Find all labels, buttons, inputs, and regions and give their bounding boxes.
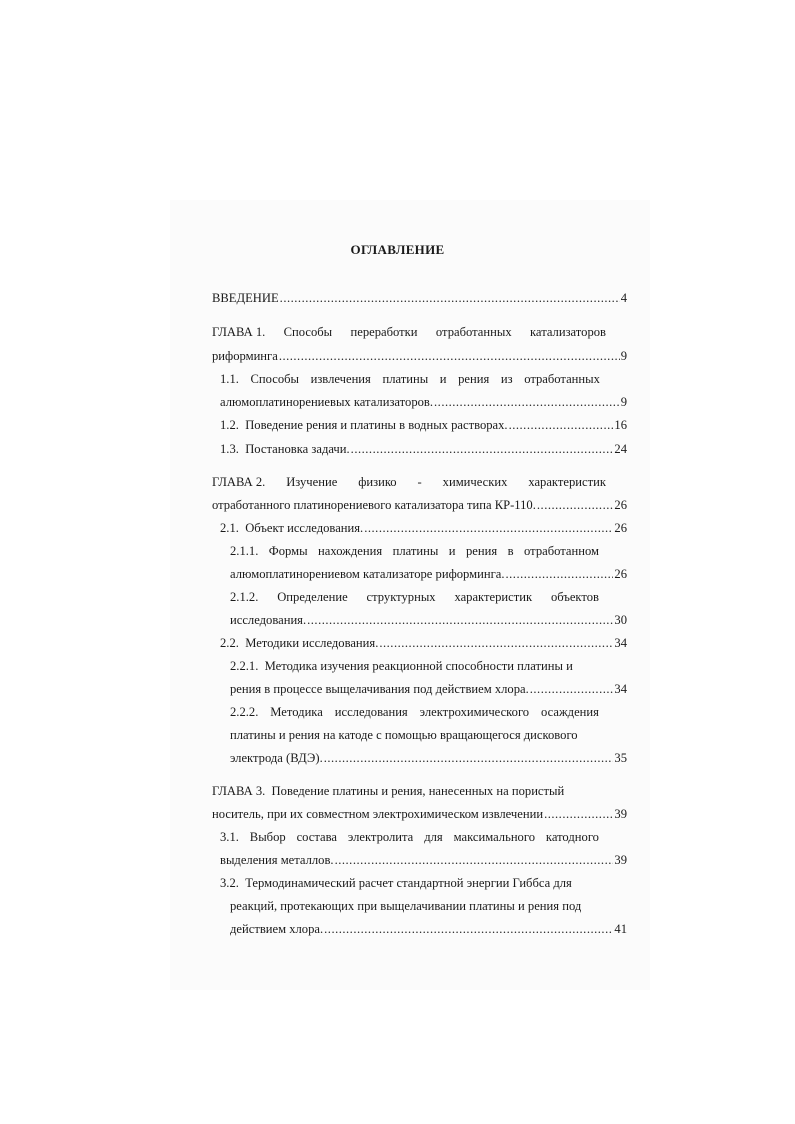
toc-section-3-2-line2[interactable]: реакций, протекающих при выщелачивании платины и рения под [230,899,582,913]
toc-page-number: 24 [614,442,627,456]
dot-leader [351,441,614,457]
toc-section-2-2[interactable] [220,635,627,651]
toc-entry-title: алюмоплатинорениевых катализаторов. [220,395,434,409]
toc-page-number: 35 [614,751,627,765]
dot-leader [509,417,614,433]
toc-entry-title: 1.2. Поведение рения и платины в водных растворах. [220,418,508,432]
toc-section-3-2-line1[interactable]: 3.2. Термодинамический расчет стандартной энергии Гиббса для [220,876,572,890]
toc-entry-title: рения в процессе выщелачивания под действием хлора. [230,682,529,696]
toc-section-3-1-line1[interactable]: 3.1. Выбор состава электролита для максимального катодного [220,830,599,844]
dot-leader [530,681,614,697]
toc-section-3-1-line2[interactable] [220,852,627,868]
toc-entry-title: носитель, при их совместном электрохимическом извлечении [212,807,544,821]
dot-leader [544,806,613,822]
toc-entry-title: отработанного платинорениевого катализатора типа КР-110. [212,498,536,512]
toc-chapter-1-line2[interactable] [212,348,627,364]
toc-page-number: 26 [614,498,627,512]
dot-leader [379,635,613,651]
toc-entry-title: ВВЕДЕНИЕ [212,291,279,305]
toc-section-2-1[interactable] [220,520,627,536]
toc-chapter-2-line2[interactable] [212,497,627,513]
toc-section-2-2-1-line2[interactable] [230,681,627,697]
dot-leader [364,520,613,536]
toc-chapter-3-line1[interactable]: ГЛАВА 3. Поведение платины и рения, нанесенных на пористый [212,784,565,798]
dot-leader [324,921,613,937]
dot-leader [537,497,614,513]
dot-leader [434,394,620,410]
toc-entry-title: действием хлора. [230,922,324,936]
toc-section-2-2-2-line3[interactable] [230,750,627,766]
toc-section-2-1-1-line1[interactable]: 2.1.1. Формы нахождения платины и рения в отработанном [230,544,599,558]
toc-entry-title: электрода (ВДЭ). [230,751,323,765]
dot-leader [279,348,620,364]
toc-chapter-1-line1[interactable]: ГЛАВА 1. Способы переработки отработанных катализаторов [212,325,606,339]
toc-chapter-2-line1[interactable]: ГЛАВА 2. Изучение физико - химических характеристик [212,475,606,489]
toc-page-number: 39 [614,853,627,867]
toc-chapter-3-line2[interactable] [212,806,627,822]
toc-page-number: 26 [614,521,627,535]
toc-section-2-1-1-line2[interactable] [230,566,627,582]
dot-leader [280,290,620,306]
toc-entry-title: исследования. [230,613,307,627]
toc-section-3-2-line3[interactable] [230,921,627,937]
toc-page-number: 41 [614,922,627,936]
toc-entry-title: 1.3. Постановка задачи. [220,442,350,456]
toc-entry-title: 2.1. Объект исследования. [220,521,364,535]
toc-page-number: 9 [620,349,627,363]
toc-section-2-1-2-line1[interactable]: 2.1.2. Определение структурных характеристик объектов [230,590,599,604]
toc-entry-title: риформинга [212,349,278,363]
toc-page-number: 34 [614,682,627,696]
toc-page-number: 26 [614,567,627,581]
dot-leader [307,612,613,628]
dot-leader [506,566,614,582]
toc-entry-intro[interactable] [212,290,627,306]
toc-page-number: 16 [614,418,627,432]
dot-leader [324,750,614,766]
toc-page-number: 4 [620,291,627,305]
toc-section-1-3[interactable] [220,441,627,457]
toc-entry-title: выделения металлов. [220,853,334,867]
toc-entry-title: 2.2. Методики исследования. [220,636,379,650]
toc-page-number: 9 [620,395,627,409]
dot-leader [335,852,614,868]
toc-section-2-2-1-line1[interactable]: 2.2.1. Методика изучения реакционной способности платины и [230,659,573,673]
toc-section-1-1-line1[interactable]: 1.1. Способы извлечения платины и рения из отработанных [220,372,600,386]
toc-section-2-2-2-line1[interactable]: 2.2.2. Методика исследования электрохимического осаждения [230,705,599,719]
toc-page-number: 34 [614,636,627,650]
toc-section-2-1-2-line2[interactable] [230,612,627,628]
toc-section-1-2[interactable] [220,417,627,433]
toc-entry-title: алюмоплатинорениевом катализаторе риформинга. [230,567,505,581]
page-title: ОГЛАВЛЕНИЕ [350,242,445,257]
toc-page-number: 30 [614,613,627,627]
toc-section-1-1-line2[interactable] [220,394,627,410]
toc-section-2-2-2-line2[interactable]: платины и рения на катоде с помощью вращающегося дискового [230,728,578,742]
toc-page-number: 39 [614,807,627,821]
